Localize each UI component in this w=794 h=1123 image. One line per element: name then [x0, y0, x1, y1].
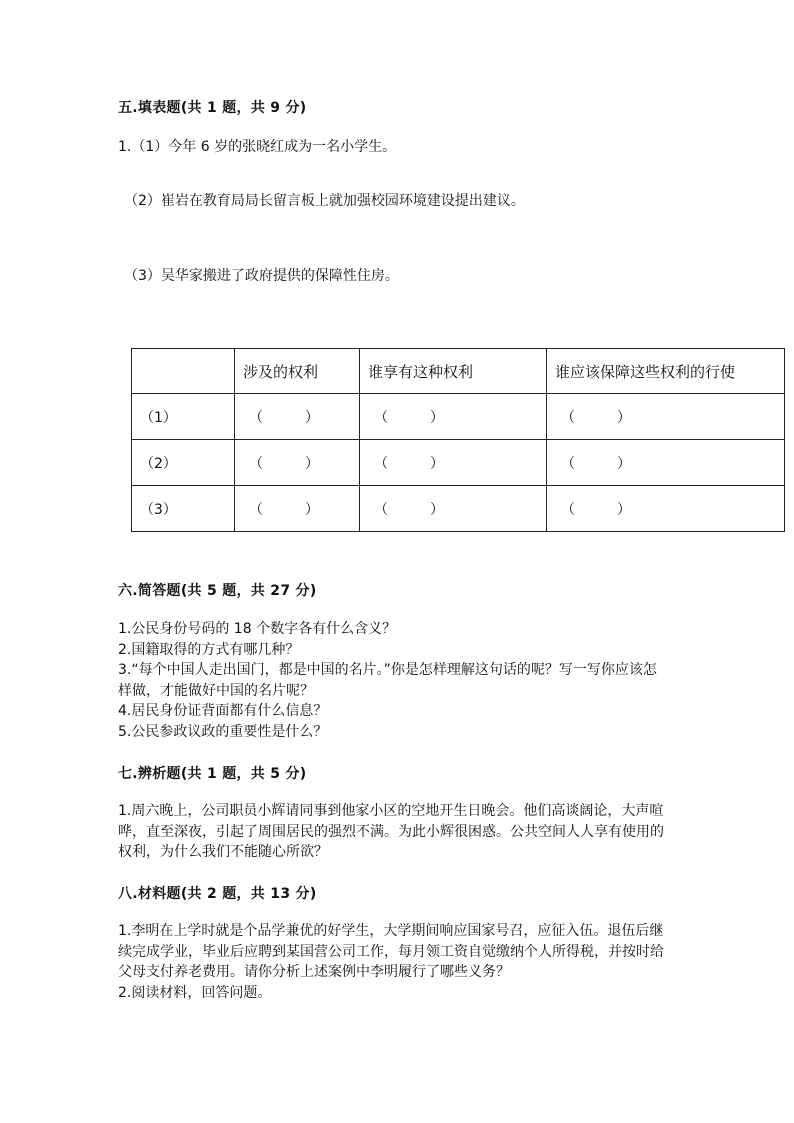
table-header-cell: 涉及的权利	[235, 349, 360, 394]
question-8-1: 1.李明在上学时就是个品学兼优的好学生，大学期间响应国家号召，应征入伍。退伍后继续完成学业，毕业后应聘到某国营公司工作，每月领工资自觉缴纳个人所得税，并按时给父母支付养老费用。请你分析上述案例中李明履行了哪些义务？	[118, 923, 664, 980]
answer-blank: （ ）	[561, 501, 631, 518]
section-5-item-1: 1.（1）今年 6 岁的张晓红成为一名小学生。	[118, 139, 397, 155]
section-7-questions	[118, 801, 666, 863]
section-8-heading: 八.材料题(共 2 题，共 13 分)	[118, 886, 317, 902]
answer-blank: （ ）	[249, 409, 319, 426]
table-row	[132, 394, 785, 440]
answer-cell[interactable]	[360, 486, 547, 532]
row-number: （3）	[132, 486, 235, 532]
table-header-cell	[132, 349, 235, 394]
rights-table	[131, 348, 785, 532]
table-row	[132, 486, 785, 532]
answer-cell[interactable]	[547, 486, 785, 532]
question-7-1: 1.周六晚上，公司职员小辉请同事到他家小区的空地开生日晚会。他们高谈阔论，大声喧哗，直至深夜，引起了周围居民的强烈不满。为此小辉很困惑。公共空间人人享有使用的权利，为什么我们不能随心所欲？	[118, 803, 664, 860]
question-6-1: 1.公民身份号码的 18 个数字各有什么含义？	[118, 621, 397, 637]
row-number: （2）	[132, 440, 235, 486]
answer-blank: （ ）	[374, 455, 444, 472]
answer-cell[interactable]	[547, 394, 785, 440]
answer-cell[interactable]	[547, 440, 785, 486]
section-8-questions	[118, 921, 666, 1003]
table-header-row	[132, 349, 785, 394]
question-6-5: 5.公民参政议政的重要性是什么？	[118, 723, 328, 740]
answer-cell[interactable]	[235, 394, 360, 440]
question-6-2: 2.国籍取得的方式有哪几种？	[118, 641, 300, 658]
answer-blank: （ ）	[561, 409, 631, 426]
question-8-2: 2.阅读材料，回答问题。	[118, 984, 272, 1001]
answer-blank: （ ）	[374, 501, 444, 518]
answer-cell[interactable]	[235, 486, 360, 532]
section-5-item-2: （2）崔岩在教育局局长留言板上就加强校园环境建设提出建议。	[124, 193, 525, 209]
table-header-cell: 谁应该保障这些权利的行使	[547, 349, 785, 394]
table-row	[132, 440, 785, 486]
table-header-cell: 谁享有这种权利	[360, 349, 547, 394]
section-7-heading: 七.辨析题(共 1 题，共 5 分)	[118, 766, 307, 782]
row-number: （1）	[132, 394, 235, 440]
answer-blank: （ ）	[561, 455, 631, 472]
answer-blank: （ ）	[249, 501, 319, 518]
answer-cell[interactable]	[235, 440, 360, 486]
answer-cell[interactable]	[360, 440, 547, 486]
section-5-heading: 五.填表题(共 1 题，共 9 分)	[118, 100, 307, 116]
question-6-4: 4.居民身份证背面都有什么信息？	[118, 703, 328, 719]
section-5-item-3: （3）吴华家搬进了政府提供的保障性住房。	[124, 268, 399, 284]
answer-cell[interactable]	[360, 394, 547, 440]
section-6-questions	[118, 619, 666, 742]
section-6-heading: 六.简答题(共 5 题，共 27 分)	[118, 583, 317, 599]
question-6-3: 3.“每个中国人走出国门，都是中国的名片。”你是怎样理解这句话的呢？写一写你应该怎样做，才能做好中国的名片呢？	[118, 662, 657, 699]
answer-blank: （ ）	[249, 455, 319, 472]
answer-blank: （ ）	[374, 409, 444, 426]
